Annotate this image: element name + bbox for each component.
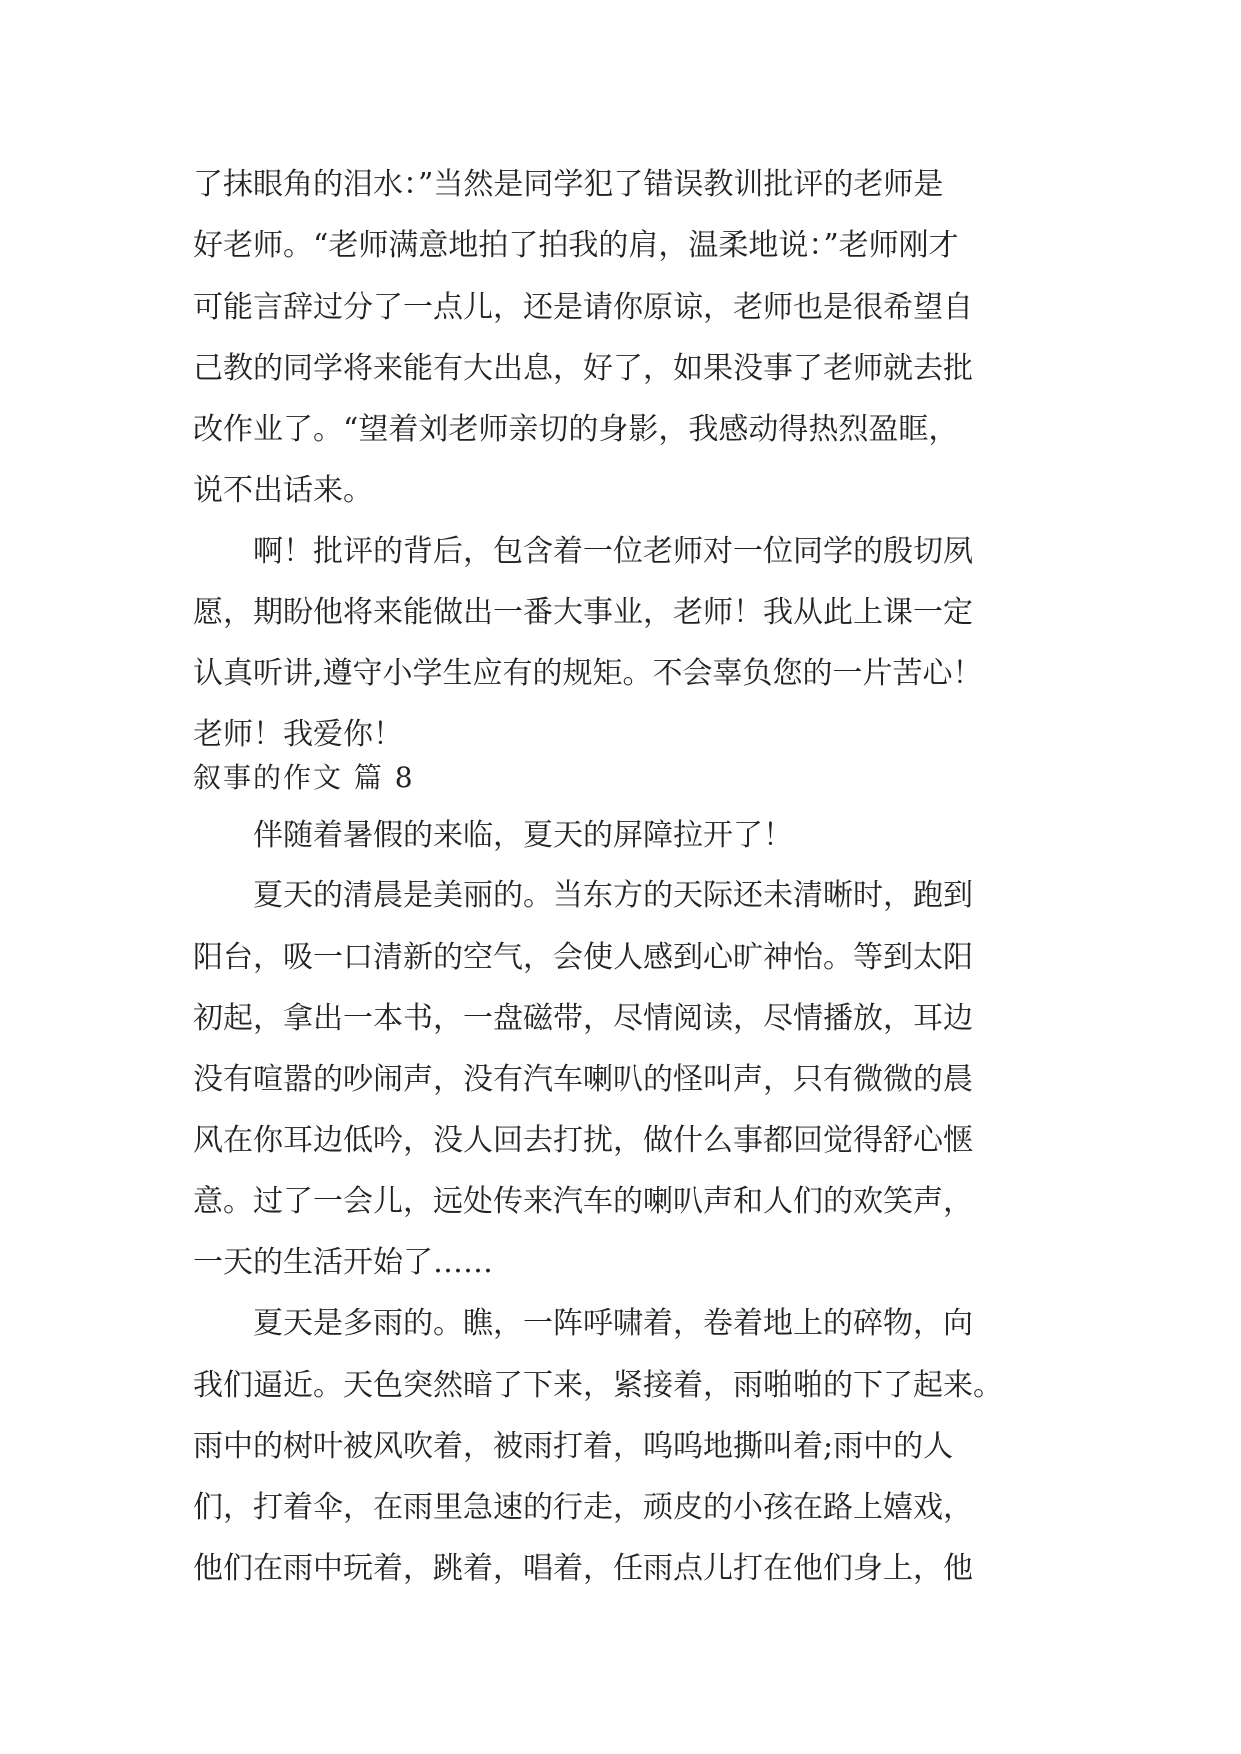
text-line: 风在你耳边低吟，没人回去打扰，做什么事都回觉得舒心惬 bbox=[193, 1123, 973, 1158]
text-line: 他们在雨中玩着，跳着，唱着，任雨点儿打在他们身上，他 bbox=[193, 1551, 973, 1586]
text-line: 认真听讲,遵守小学生应有的规矩。不会辜负您的一片苦心！ bbox=[193, 656, 983, 691]
text-line: 己教的同学将来能有大出息，好了，如果没事了老师就去批 bbox=[193, 351, 973, 386]
text-line: 初起，拿出一本书，一盘磁带，尽情阅读，尽情播放，耳边 bbox=[193, 1001, 973, 1036]
text-line: 我们逼近。天色突然暗了下来，紧接着，雨啪啪的下了起来。 bbox=[193, 1368, 1003, 1403]
text-line: 愿，期盼他将来能做出一番大事业，老师！我从此上课一定 bbox=[193, 595, 973, 630]
text-line: 可能言辞过分了一点儿，还是请你原谅，老师也是很希望自 bbox=[193, 290, 973, 325]
text-line: 一天的生活开始了…… bbox=[193, 1245, 493, 1280]
text-line: 说不出话来。 bbox=[193, 473, 373, 508]
text-line: 老师！我爱你！ bbox=[193, 717, 403, 752]
paragraph-first-line: 啊！批评的背后，包含着一位老师对一位同学的殷切夙 bbox=[253, 534, 973, 569]
text-line: 改作业了。“望着刘老师亲切的身影，我感动得热烈盈眶， bbox=[193, 412, 959, 447]
text-line: 好老师。“老师满意地拍了拍我的肩，温柔地说：”老师刚才 bbox=[193, 228, 959, 263]
paragraph-first-line: 夏天是多雨的。瞧，一阵呼啸着，卷着地上的碎物，向 bbox=[253, 1306, 973, 1341]
paragraph-first-line: 夏天的清晨是美丽的。当东方的天际还未清晰时，跑到 bbox=[253, 878, 973, 913]
text-line: 阳台，吸一口清新的空气，会使人感到心旷神怡。等到太阳 bbox=[193, 940, 973, 975]
text-line: 雨中的树叶被风吹着，被雨打着，呜呜地撕叫着;雨中的人 bbox=[193, 1429, 954, 1464]
section-heading: 叙事的作文 篇 8 bbox=[193, 761, 415, 794]
text-line: 们，打着伞，在雨里急速的行走，顽皮的小孩在路上嬉戏， bbox=[193, 1490, 973, 1525]
text-line: 没有喧嚣的吵闹声，没有汽车喇叭的怪叫声，只有微微的晨 bbox=[193, 1062, 973, 1097]
paragraph-first-line: 伴随着暑假的来临，夏天的屏障拉开了！ bbox=[253, 818, 793, 853]
text-line: 意。过了一会儿，远处传来汽车的喇叭声和人们的欢笑声， bbox=[193, 1184, 973, 1219]
text-line: 了抹眼角的泪水：”当然是同学犯了错误教训批评的老师是 bbox=[193, 167, 944, 202]
